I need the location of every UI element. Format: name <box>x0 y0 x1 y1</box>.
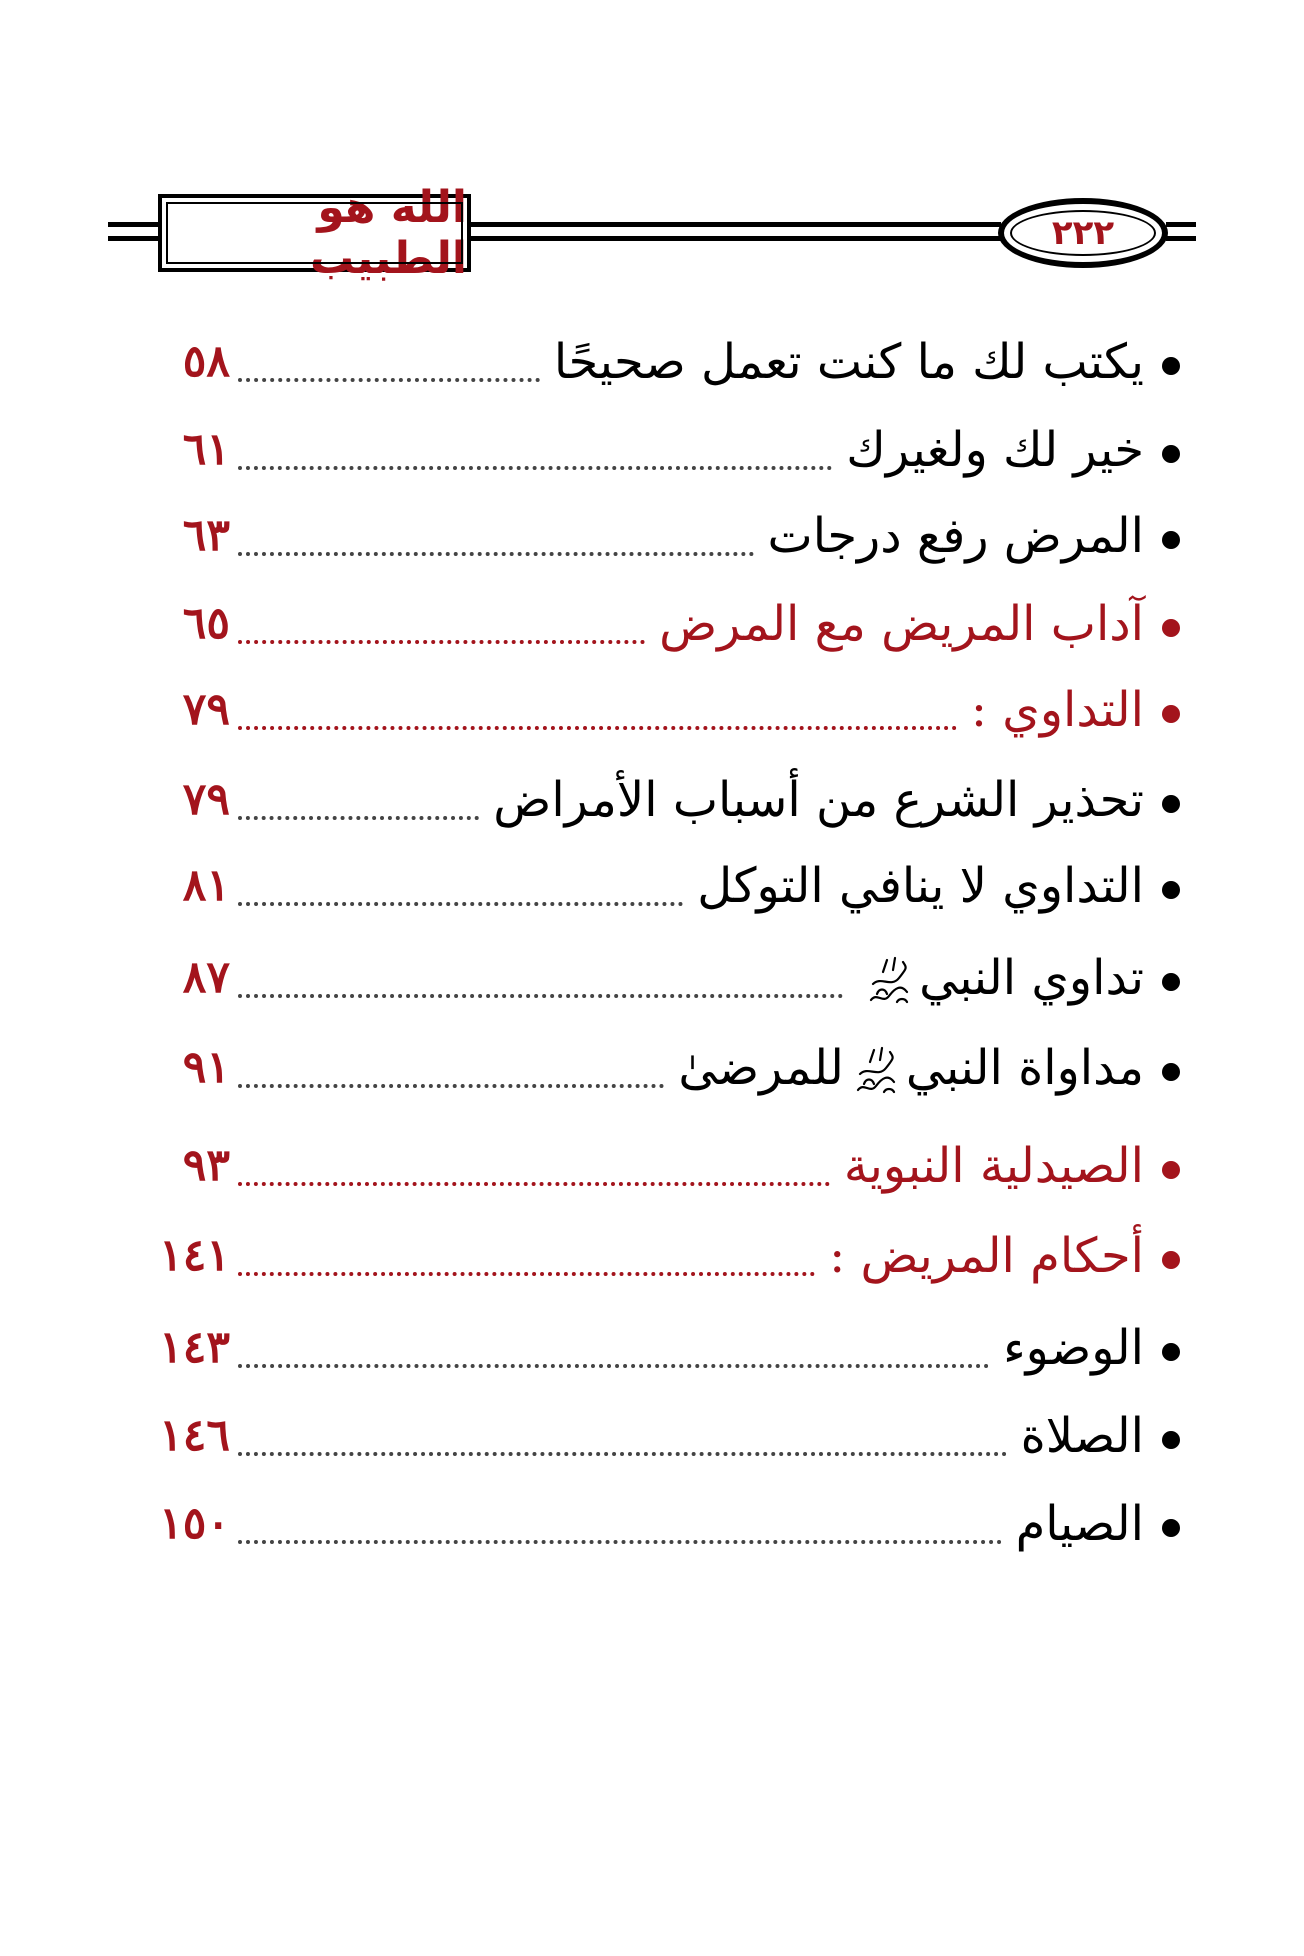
toc-entry[interactable] <box>130 496 1180 576</box>
bullet-icon <box>1162 1343 1180 1361</box>
toc-entry[interactable] <box>130 760 1180 840</box>
salla-allahu-alayhi-wa-sallam-icon <box>863 954 913 1010</box>
bullet-icon <box>1162 1431 1180 1449</box>
toc-entry-page: ١٤٣ <box>159 1322 230 1373</box>
dot-leader <box>238 812 479 820</box>
toc-entry[interactable] <box>130 410 1180 490</box>
page-header <box>108 182 1196 284</box>
dot-leader <box>238 462 832 470</box>
bullet-icon <box>1162 531 1180 549</box>
toc-entry-title <box>829 1216 1144 1296</box>
page-number: ٢٢٢ <box>1051 213 1115 253</box>
toc-entry-title-text: التداوي لا ينافي التوكل <box>697 858 1144 914</box>
toc-entry-title <box>857 938 1144 1018</box>
toc-entry-title <box>1021 1396 1144 1476</box>
bullet-icon <box>1162 445 1180 463</box>
toc-entry[interactable] <box>130 938 1180 1018</box>
toc-entry[interactable] <box>130 584 1180 664</box>
toc-entry-title <box>678 1028 1144 1108</box>
dot-leader <box>238 1360 989 1368</box>
toc-entry-page: ٦٥ <box>182 598 230 649</box>
header-rule-middle-bottom <box>471 236 1001 241</box>
toc-entry-title <box>844 1126 1144 1206</box>
bullet-icon <box>1162 795 1180 813</box>
bullet-icon <box>1162 881 1180 899</box>
toc-entry-title-text: التداوي : <box>970 682 1144 738</box>
toc-entry-page: ٨٧ <box>182 952 230 1003</box>
toc-entry-title <box>846 410 1144 490</box>
toc-entry-page: ١٤١ <box>159 1230 230 1281</box>
dot-leader <box>238 990 843 998</box>
toc-entry-page: ٦٣ <box>182 510 230 561</box>
header-rule-right-bottom <box>1166 236 1196 241</box>
toc-entry-title <box>1003 1308 1144 1388</box>
toc-entry-title-text: الصلاة <box>1020 1408 1144 1464</box>
dot-leader <box>238 1178 830 1186</box>
toc-entry[interactable] <box>130 1028 1180 1108</box>
dot-leader <box>238 1536 1002 1544</box>
toc-entry-title <box>971 670 1144 750</box>
header-rule-middle-top <box>471 222 1001 227</box>
page-number-badge <box>998 198 1168 268</box>
toc-entry[interactable] <box>130 1216 1180 1296</box>
dot-leader <box>238 636 645 644</box>
toc-entry[interactable] <box>130 1396 1180 1476</box>
toc-entry[interactable] <box>130 1126 1180 1206</box>
toc-entry-title <box>697 846 1144 926</box>
salla-allahu-alayhi-wa-sallam-icon <box>850 1044 900 1100</box>
toc-entry[interactable] <box>130 1484 1180 1564</box>
toc-entry-page: ٧٩ <box>182 774 230 825</box>
toc-entry-title-text: تحذير الشرع من أسباب الأمراض <box>493 772 1144 828</box>
toc-entry-page: ٩١ <box>182 1042 230 1093</box>
toc-entry-page: ٩٣ <box>182 1140 230 1191</box>
toc-entry[interactable] <box>130 670 1180 750</box>
book-title-frame <box>158 182 471 284</box>
toc-entry-title-text: أحكام المريض : <box>829 1228 1144 1284</box>
toc-entry-page: ١٥٠ <box>159 1498 230 1549</box>
toc-entry-title-text: الوضوء <box>1003 1320 1144 1376</box>
bullet-icon <box>1162 1251 1180 1269</box>
toc-entry-page: ٧٩ <box>182 684 230 735</box>
toc-entry-title-text: خير لك ولغيرك <box>846 422 1144 478</box>
header-rule-right-top <box>1166 222 1196 227</box>
toc-entry-page: ٨١ <box>182 860 230 911</box>
book-title: الله هو الطبيب <box>310 182 467 284</box>
toc-entry-title-text: تداوي النبي <box>919 950 1144 1006</box>
bullet-icon <box>1162 1161 1180 1179</box>
header-rule-left-top <box>108 222 158 227</box>
toc-entry-title-text: الصيدلية النبوية <box>843 1138 1144 1194</box>
toc-entry-title <box>1016 1484 1144 1564</box>
bullet-icon <box>1162 357 1180 375</box>
dot-leader <box>238 374 540 382</box>
toc-entry-page: ٦١ <box>182 424 230 475</box>
bullet-icon <box>1162 705 1180 723</box>
header-rule-left-bottom <box>108 236 158 241</box>
bullet-icon <box>1162 1063 1180 1081</box>
toc-entry-title-text: الصيام <box>1015 1496 1144 1552</box>
dot-leader <box>238 1448 1007 1456</box>
dot-leader <box>238 548 754 556</box>
toc-entry-title-text: آداب المريض مع المرض <box>659 596 1144 652</box>
dot-leader <box>238 1080 664 1088</box>
dot-leader <box>238 1268 815 1276</box>
toc-entry-title-text: المرض رفع درجات <box>767 508 1144 564</box>
toc-entry-title <box>659 584 1144 664</box>
toc-entry-title <box>493 760 1144 840</box>
toc-entry-page: ٥٨ <box>182 336 230 387</box>
dot-leader <box>238 722 957 730</box>
toc-entry-page: ١٤٦ <box>159 1410 230 1461</box>
toc-entry-title <box>554 322 1144 402</box>
bullet-icon <box>1162 973 1180 991</box>
dot-leader <box>238 898 683 906</box>
toc-entry-title-part: مداواة النبي <box>905 1040 1144 1096</box>
toc-entry-title <box>768 496 1144 576</box>
toc-entry-title-text: يكتب لك ما كنت تعمل صحيحًا <box>553 334 1144 390</box>
bullet-icon <box>1162 619 1180 637</box>
toc-entry[interactable] <box>130 322 1180 402</box>
bullet-icon <box>1162 1519 1180 1537</box>
toc-entry[interactable] <box>130 1308 1180 1388</box>
toc-entry-title-part: للمرضىٰ <box>678 1040 844 1096</box>
toc-entry[interactable] <box>130 846 1180 926</box>
